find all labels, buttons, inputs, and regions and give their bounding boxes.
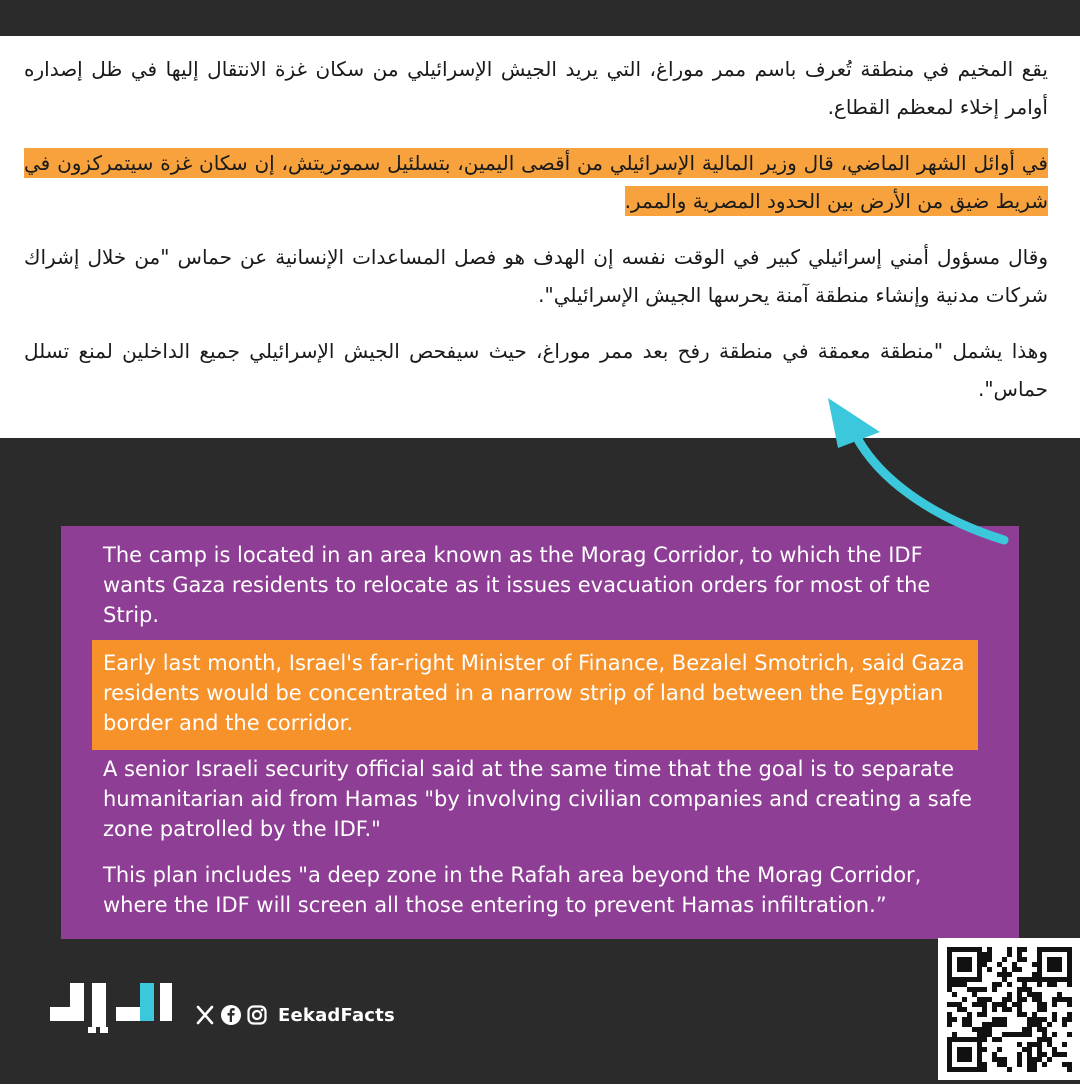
qr-code <box>938 938 1080 1080</box>
eekad-logo <box>46 975 176 1039</box>
arabic-paragraph-3: وقال مسؤول أمني إسرائيلي كبير في الوقت نفسه إن الهدف هو فصل المساعدات الإنسانية عن حماس "من خلال إشراك شركات مدنية وإنشاء منطقة آمنة يحرسها الجيش الإسرائيلي". <box>24 245 1048 307</box>
top-strip <box>0 0 1080 36</box>
english-paragraph-3: A senior Israeli security official said at the same time that the goal is to separate humanitarian aid from Hamas "by involving civilian companies and creating a safe zone patrolled by the IDF." <box>103 757 972 841</box>
social-links <box>194 1001 395 1029</box>
social-handle[interactable]: EekadFacts <box>278 1004 395 1026</box>
arabic-paragraph-4: وهذا يشمل "منطقة معمقة في منطقة رفح بعد ممر موراغ، حيث سيفحص الجيش الإسرائيلي جميع الداخلين لمنع تسلل حماس". <box>24 339 1048 401</box>
arabic-paragraph-2-highlighted <box>24 144 1048 220</box>
arabic-article <box>0 36 1080 438</box>
arabic-highlight: في أوائل الشهر الماضي، قال وزير المالية الإسرائيلي من أقصى اليمين، بتسلئيل سموتريتش، إن سكان غزة سيتمركزون في شريط ضيق من الأرض بين الحدود المصرية والممر. <box>24 148 1048 216</box>
english-paragraph-1: The camp is located in an area known as the Morag Corridor, to which the IDF wants Gaza residents to relocate as it issues evacuation orders for most of the Strip. <box>103 543 931 627</box>
english-paragraph-4: This plan includes "a deep zone in the Rafah area beyond the Morag Corridor, where the IDF will screen all those entering to prevent Hamas infiltration.” <box>103 863 922 917</box>
english-paragraph-2: Early last month, Israel's far-right Minister of Finance, Bezalel Smotrich, said Gaza residents would be concentrated in a narrow strip of land between the Egyptian border and the corridor. <box>103 651 965 735</box>
x-icon[interactable] <box>194 1004 216 1026</box>
english-translation-box <box>61 526 1019 939</box>
instagram-icon[interactable] <box>246 1004 268 1026</box>
facebook-icon[interactable] <box>220 1004 242 1026</box>
arabic-paragraph-1: يقع المخيم في منطقة تُعرف باسم ممر موراغ، التي يريد الجيش الإسرائيلي من سكان غزة الانتقال إليها في ظل إصداره أوامر إخلاء لمعظم القطاع. <box>24 57 1048 119</box>
